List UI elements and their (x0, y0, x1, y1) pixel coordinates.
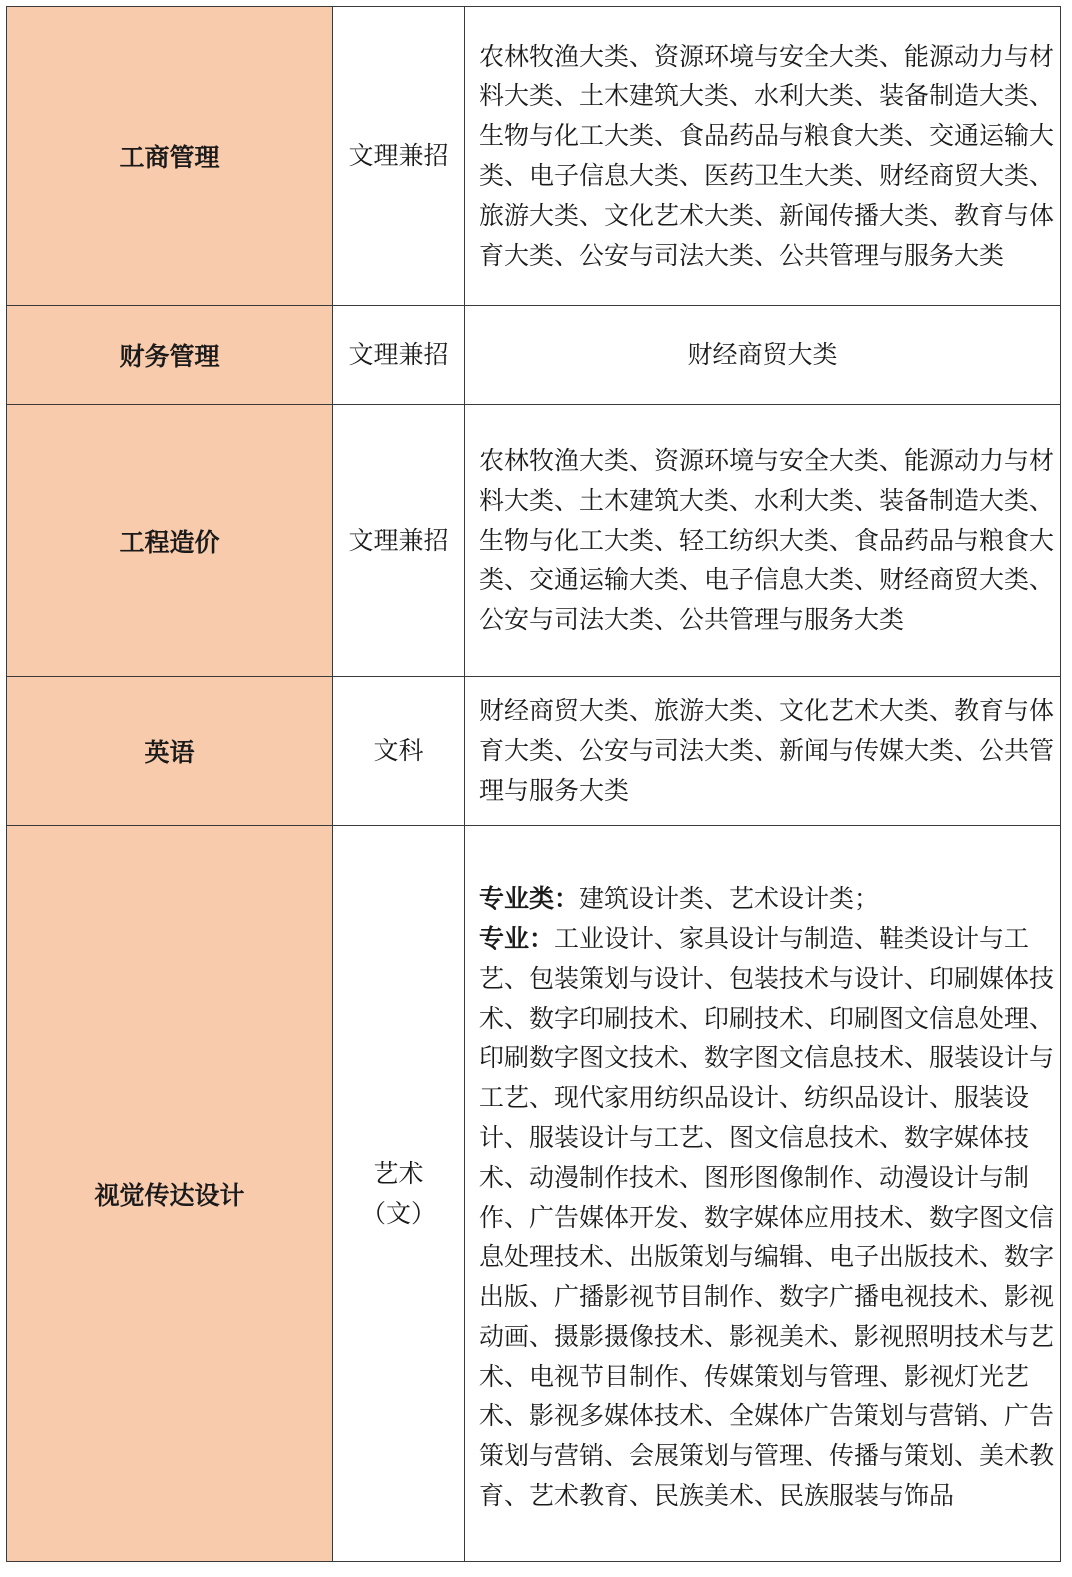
table-row (7, 826, 1061, 1562)
table-row (7, 7, 1061, 306)
admission-table (6, 6, 1061, 1562)
subject-type: 文理兼招 (333, 7, 465, 306)
subject-type: 文理兼招 (333, 405, 465, 677)
subject-type: 文科 (333, 677, 465, 826)
table-row (7, 306, 1061, 405)
category-line (479, 879, 1056, 919)
subject-line: （文） (360, 1198, 436, 1228)
eligible-scope: 农林牧渔大类、资源环境与安全大类、能源动力与材料大类、土木建筑大类、水利大类、装备制造大类、生物与化工大类、轻工纺织大类、食品药品与粮食大类、交通运输大类、电子信息大类、财经商贸大类、公安与司法大类、公共管理与服务大类 (465, 405, 1061, 677)
category-text: 建筑设计类、艺术设计类； (579, 884, 880, 914)
subject-type (333, 826, 465, 1562)
major-name: 工程造价 (7, 405, 333, 677)
major-name: 视觉传达设计 (7, 826, 333, 1562)
major-name: 英语 (7, 677, 333, 826)
table-row (7, 677, 1061, 826)
specialty-text: 工业设计、家具设计与制造、鞋类设计与工艺、包装策划与设计、包装技术与设计、印刷媒体技术、数字印刷技术、印刷技术、印刷图文信息处理、印刷数字图文技术、数字图文信息技术、服装设计与工艺、现代家用纺织品设计、纺织品设计、服装设计、服装设计与工艺、图文信息技术、数字媒体技术、动漫制作技术、图形图像制作、动漫设计与制作、广告媒体开发、数字媒体应用技术、数字图文信息处理技术、出版策划与编辑、电子出版技术、数字出版、广播影视节目制作、数字广播电视技术、影视动画、摄影摄像技术、影视美术、影视照明技术与艺术、电视节目制作、传媒策划与管理、影视灯光艺术、影视多媒体技术、全媒体广告策划与营销、广告策划与营销、会展策划与管理、传播与策划、美术教育、艺术教育、民族美术、民族服装与饰品 (479, 923, 1055, 1511)
eligible-scope: 财经商贸大类 (465, 306, 1061, 405)
table-row (7, 405, 1061, 677)
subject-type: 文理兼招 (333, 306, 465, 405)
specialty-label: 专业： (479, 923, 555, 953)
eligible-scope: 农林牧渔大类、资源环境与安全大类、能源动力与材料大类、土木建筑大类、水利大类、装备制造大类、生物与化工大类、食品药品与粮食大类、交通运输大类、电子信息大类、医药卫生大类、财经商贸大类、旅游大类、文化艺术大类、新闻传播大类、教育与体育大类、公安与司法大类、公共管理与服务大类 (465, 7, 1061, 306)
category-label: 专业类： (479, 884, 580, 914)
subject-line: 艺术 (373, 1158, 424, 1188)
major-name: 财务管理 (7, 306, 333, 405)
major-name: 工商管理 (7, 7, 333, 306)
eligible-scope (465, 826, 1061, 1562)
specialty-line (479, 919, 1056, 1516)
eligible-scope: 财经商贸大类、旅游大类、文化艺术大类、教育与体育大类、公安与司法大类、新闻与传媒大类、公共管理与服务大类 (465, 677, 1061, 826)
